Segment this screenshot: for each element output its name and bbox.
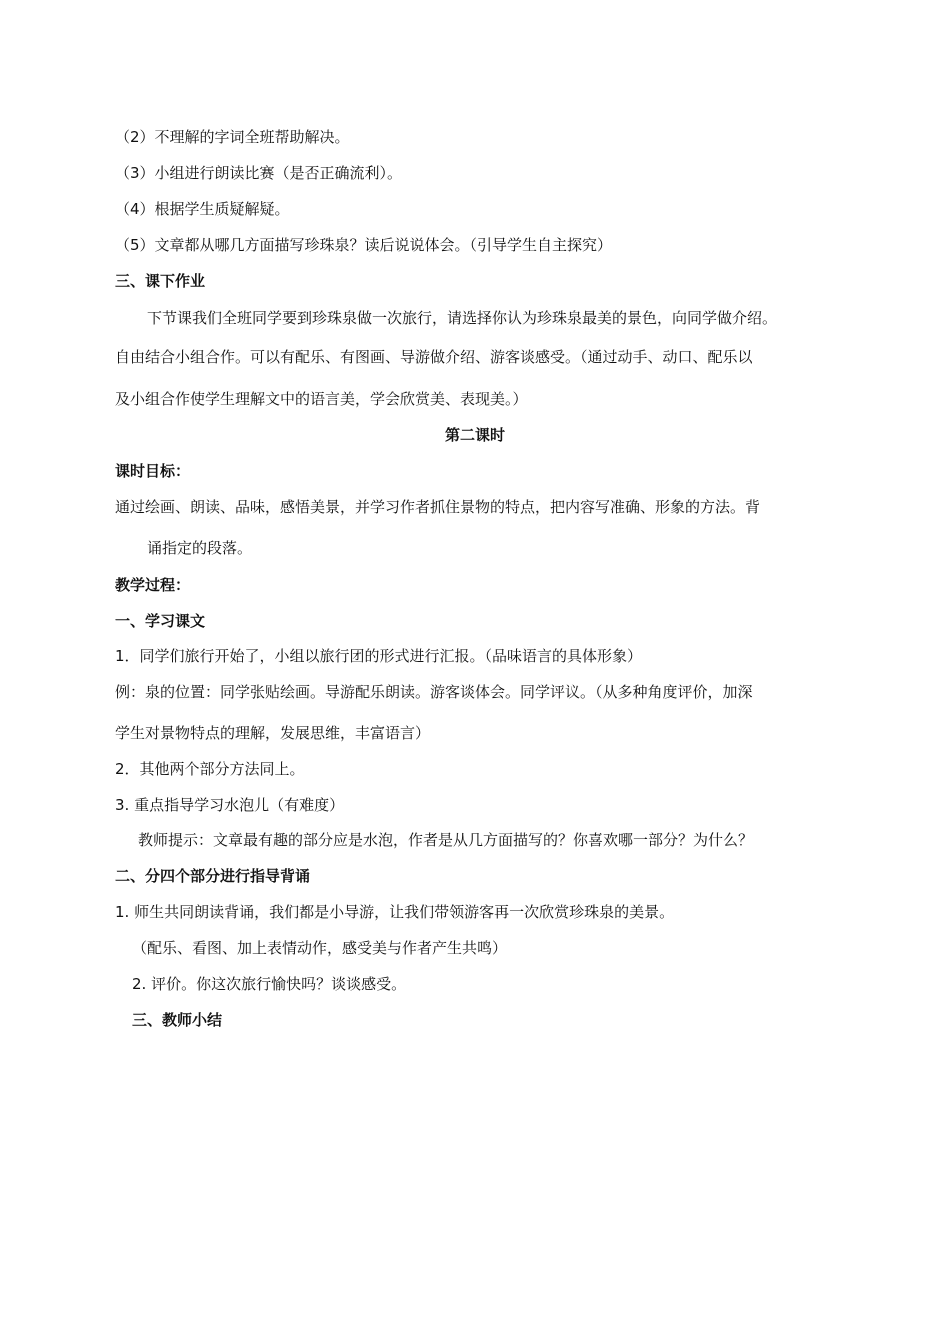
homework-line-2: 自由结合小组合作。可以有配乐、有图画、导游做介绍、游客谈感受。（通过动手、动口、配乐以 (115, 348, 753, 366)
process-heading: 教学过程： (115, 576, 191, 594)
part1-line-4: 2．其他两个部分方法同上。 (115, 760, 305, 778)
part1-line-6: 教师提示：文章最有趣的部分应是水泡，作者是从几方面描写的？你喜欢哪一部分？为什么？ (138, 831, 754, 849)
homework-line-3: 及小组合作使学生理解文中的语言美，学会欣赏美、表现美。） (115, 390, 528, 408)
objective-heading: 课时目标： (115, 462, 191, 480)
step-2: （2）不理解的字词全班帮助解决。 (115, 128, 350, 146)
objective-line-2: 诵指定的段落。 (147, 539, 253, 557)
homework-line-1: 下节课我们全班同学要到珍珠泉做一次旅行，请选择你认为珍珠泉最美的景色，向同学做介绍。 (147, 309, 778, 327)
part1-heading: 一、学习课文 (115, 612, 206, 630)
part1-line-1: 1．同学们旅行开始了，小组以旅行团的形式进行汇报。（品味语言的具体形象） (115, 647, 643, 665)
homework-heading: 三、课下作业 (115, 272, 206, 290)
step-4: （4）根据学生质疑解疑。 (115, 200, 290, 218)
part2-heading: 二、分四个部分进行指导背诵 (115, 867, 311, 885)
objective-line-1: 通过绘画、朗读、品味，感悟美景，并学习作者抓住景物的特点，把内容写准确、形象的方法。背 (115, 498, 761, 516)
part2-line-1: 1. 师生共同朗读背诵，我们都是小导游，让我们带领游客再一次欣赏珍珠泉的美景。 (115, 903, 675, 921)
step-3: （3）小组进行朗读比赛（是否正确流利）。 (115, 164, 403, 182)
lesson-title: 第二课时 (444, 426, 505, 444)
part1-line-5: 3. 重点指导学习水泡儿（有难度） (115, 796, 345, 814)
part1-line-3: 学生对景物特点的理解，发展思维，丰富语言） (115, 724, 431, 742)
step-5: （5）文章都从哪几方面描写珍珠泉？读后说说体会。（引导学生自主探究） (115, 236, 613, 254)
part1-line-2: 例：泉的位置：同学张贴绘画。导游配乐朗读。游客谈体会。同学评议。（从多种角度评价，加深 (115, 683, 753, 701)
part3-heading: 三、教师小结 (132, 1011, 223, 1029)
part2-line-3: 2. 评价。你这次旅行愉快吗？谈谈感受。 (132, 975, 407, 993)
part2-line-2: （配乐、看图、加上表情动作，感受美与作者产生共鸣） (132, 939, 508, 957)
